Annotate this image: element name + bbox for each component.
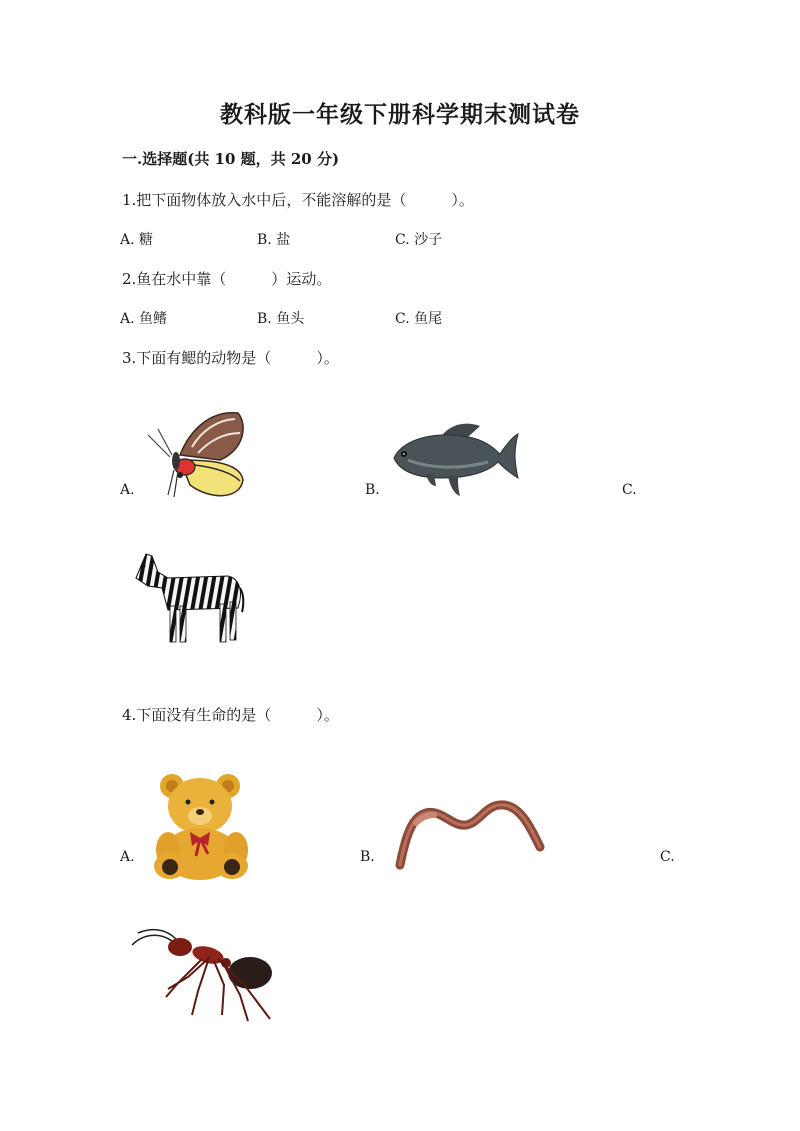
question-1-option-a[interactable]: A. 糖 bbox=[120, 232, 154, 248]
question-4-option-a[interactable]: A. bbox=[120, 849, 135, 865]
question-3-option-b[interactable]: B. bbox=[365, 482, 380, 498]
question-3-option-c[interactable]: C. bbox=[622, 482, 637, 498]
question-3-option-a[interactable]: A. bbox=[120, 482, 135, 498]
fish-icon bbox=[388, 416, 520, 498]
question-3-text: 3.下面有鳃的动物是（ ）。 bbox=[122, 349, 339, 367]
question-2-option-a[interactable]: A. 鱼鳍 bbox=[120, 311, 168, 327]
question-4-option-c[interactable]: C. bbox=[660, 849, 675, 865]
question-2-text: 2.鱼在水中靠（ ）运动。 bbox=[122, 270, 332, 288]
question-1-option-c[interactable]: C. 沙子 bbox=[395, 232, 443, 248]
butterfly-icon bbox=[140, 405, 255, 505]
question-2-option-c[interactable]: C. 鱼尾 bbox=[395, 311, 443, 327]
question-4-text: 4.下面没有生命的是（ ）。 bbox=[122, 706, 339, 724]
question-1-text: 1.把下面物体放入水中后，不能溶解的是（ ）。 bbox=[122, 191, 474, 209]
question-4-option-b[interactable]: B. bbox=[360, 849, 375, 865]
earthworm-icon bbox=[392, 795, 548, 875]
page-title: 教科版一年级下册科学期末测试卷 bbox=[220, 101, 580, 128]
question-1-option-b[interactable]: B. 盐 bbox=[257, 232, 291, 248]
section-heading: 一.选择题(共 10 题，共 20 分) bbox=[122, 150, 340, 168]
teddy-bear-icon bbox=[150, 770, 260, 882]
ant-icon bbox=[128, 925, 284, 1023]
question-2-option-b[interactable]: B. 鱼头 bbox=[257, 311, 305, 327]
zebra-icon bbox=[128, 548, 246, 648]
